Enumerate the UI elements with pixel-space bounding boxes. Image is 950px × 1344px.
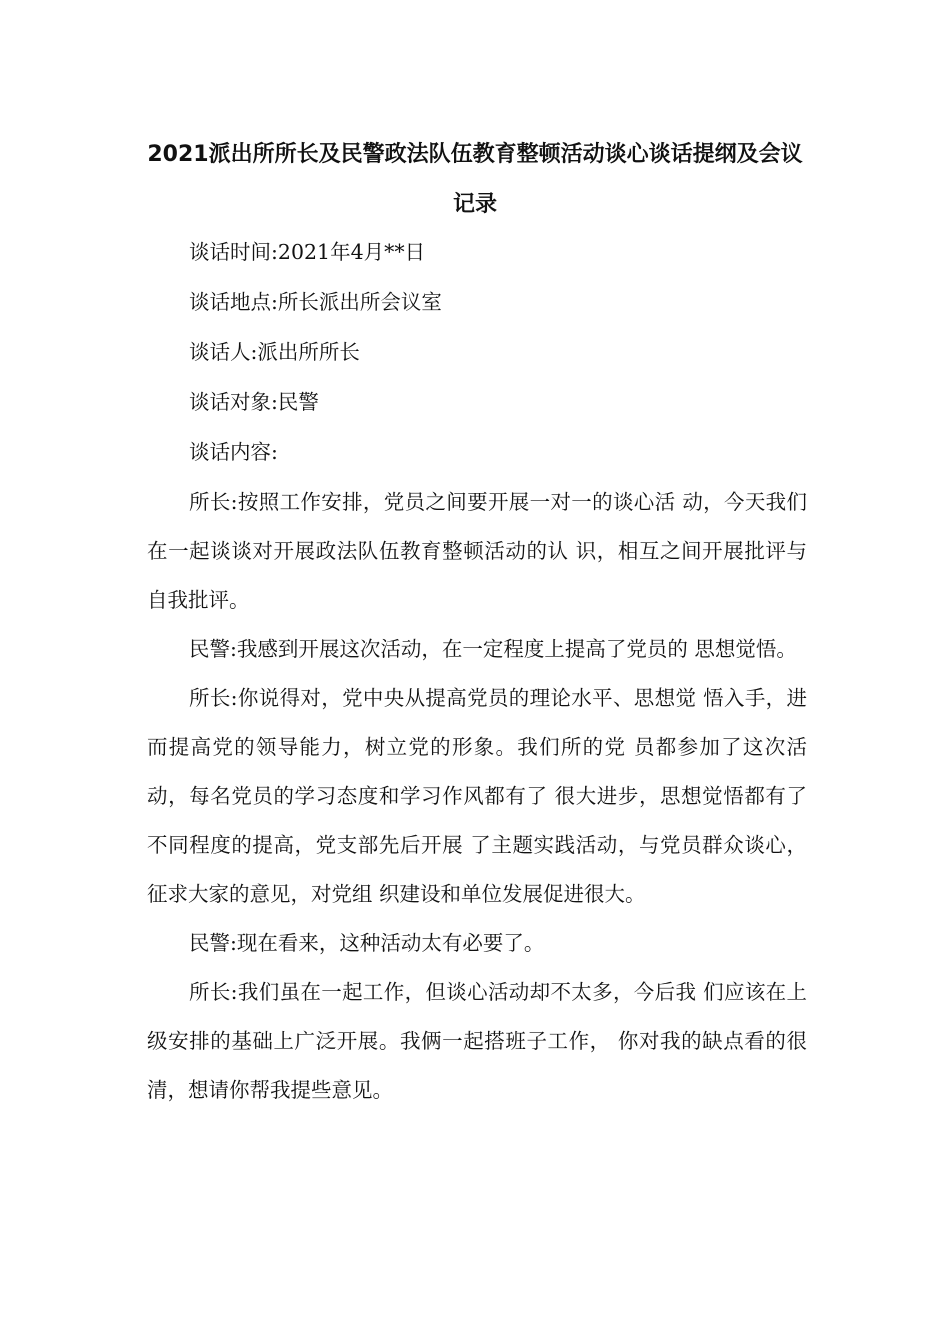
- paragraph-5: 所长:我们虽在一起工作，但谈心活动却不太多，今后我 们应该在上级安排的基础上广泛开展。我俩一起搭班子工作， 你对我的缺点看的很清，想请你帮我提些意见。: [147, 980, 807, 1102]
- meta-speaker: 谈话人:派出所所长: [189, 340, 360, 364]
- meta-interviewee: 谈话对象:民警: [189, 390, 319, 414]
- paragraph-4: 民警:现在看来，这种活动太有必要了。: [189, 931, 545, 955]
- paragraph-1: 所长:按照工作安排，党员之间要开展一对一的谈心活 动，今天我们在一起谈谈对开展政法队伍教育整顿活动的认 识，相互之间开展批评与自我批评。: [147, 490, 807, 612]
- title-line-1: 2021派出所所长及民警政法队伍教育整顿活动谈心谈话提纲及会议: [147, 142, 803, 167]
- meta-time: 谈话时间:2021年4月**日: [189, 240, 426, 264]
- meta-location: 谈话地点:所长派出所会议室: [189, 290, 442, 314]
- paragraph-3: 所长:你说得对，党中央从提高党员的理论水平、思想觉 悟入手，进而提高党的领导能力，树立党的形象。我们所的党 员都参加了这次活动，每名党员的学习态度和学习作风都有了 很大进步，思想觉悟都有了不同程度的提高，党支部先后开展 了主题实践活动，与党员群众谈心，征求大家的意见，对党组 织建设和单位发展促进很大。: [147, 686, 807, 906]
- document-body: [147, 228, 807, 1115]
- paragraph-2: 民警:我感到开展这次活动，在一定程度上提高了党员的 思想觉悟。: [189, 637, 797, 661]
- meta-content-label: 谈话内容:: [189, 440, 278, 464]
- document-title: [120, 130, 830, 230]
- title-line-2: 记录: [452, 192, 497, 217]
